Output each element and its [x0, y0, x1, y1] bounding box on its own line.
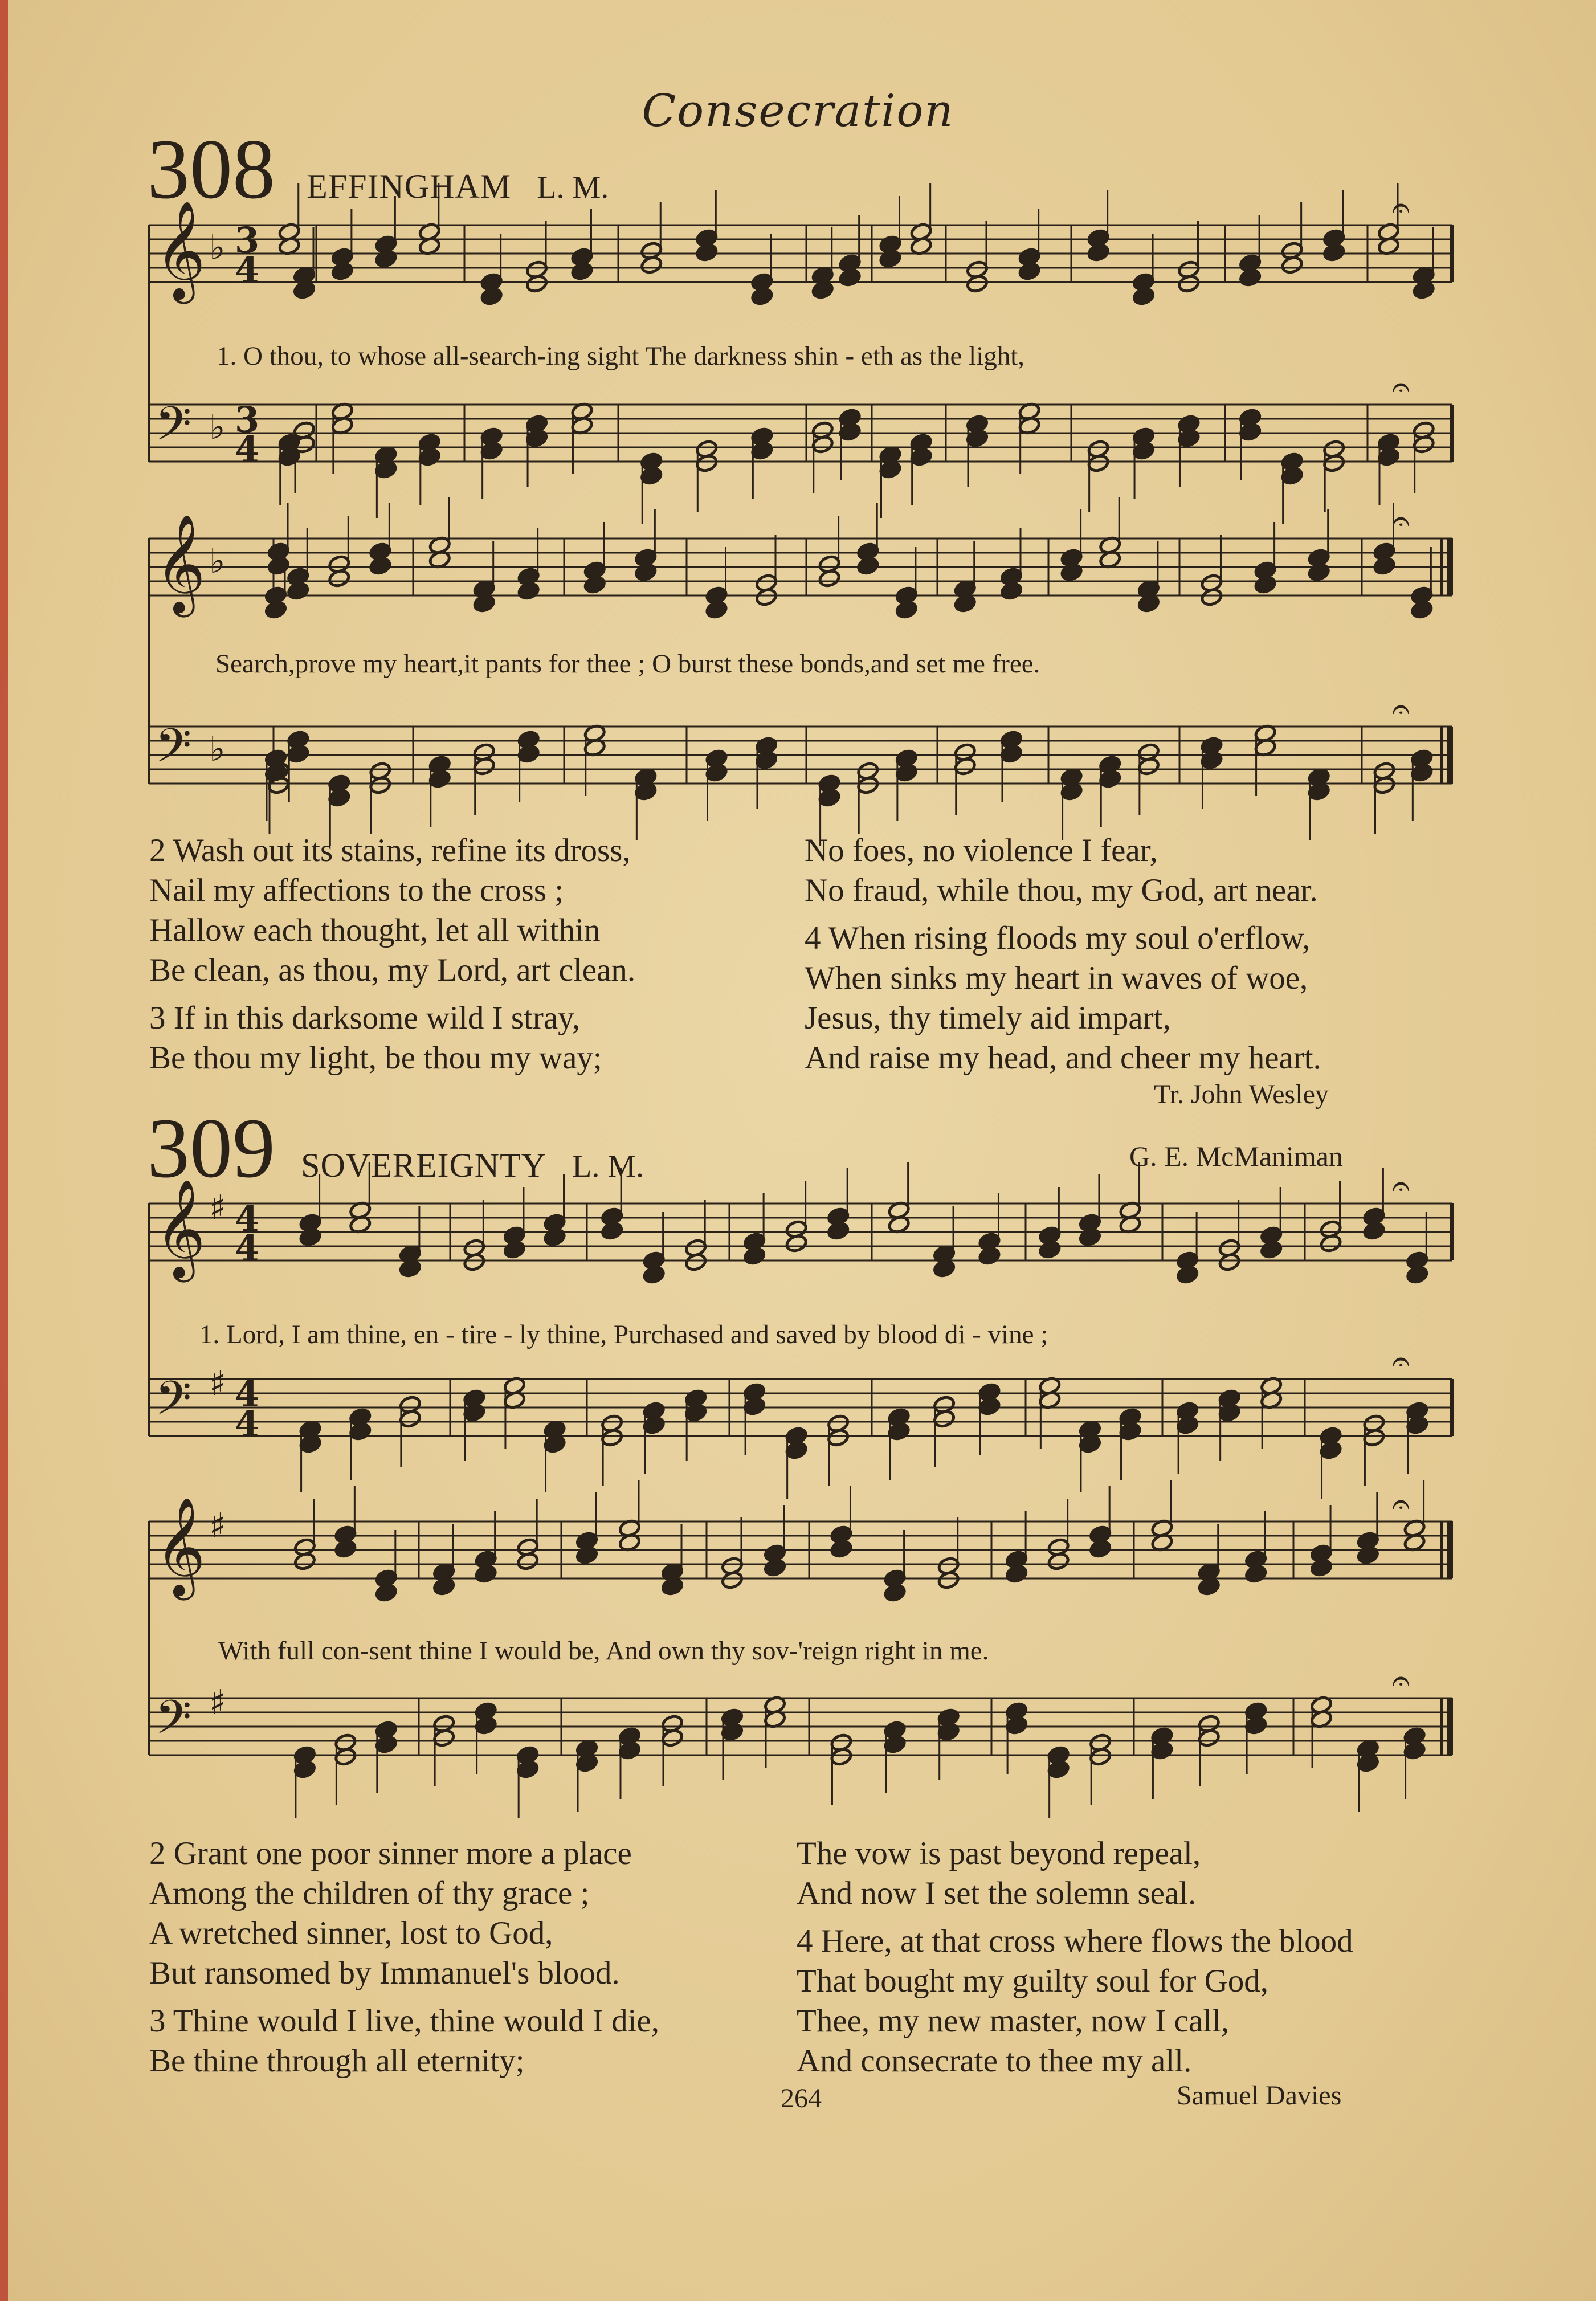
- note-head: [1308, 782, 1330, 801]
- note-head: [575, 1545, 598, 1565]
- note-head: [1099, 769, 1121, 789]
- note-head: [1200, 588, 1223, 607]
- note-head: [1089, 1747, 1112, 1766]
- meter: L. M.: [537, 170, 609, 205]
- note-head: [375, 1735, 398, 1754]
- verse-line: No fraud, while thou, my God, art near.: [805, 872, 1318, 908]
- note-head: [839, 422, 862, 442]
- note-head: [856, 776, 879, 795]
- note-head: [1373, 776, 1395, 795]
- note-head: [349, 1422, 372, 1441]
- note-head: [1137, 594, 1160, 613]
- note-head: [1200, 750, 1223, 770]
- note-head: [1308, 562, 1330, 582]
- note-head: [601, 1428, 623, 1447]
- note-head: [933, 1259, 956, 1278]
- note-head: [525, 274, 548, 293]
- hymn-309-composer: G. E. McManiman: [1129, 1140, 1343, 1172]
- fermata-icon: 𝄐: [1392, 1168, 1410, 1205]
- note-head: [1362, 1221, 1385, 1241]
- verse-line: 4 When rising floods my soul o'erflow,: [805, 920, 1311, 956]
- note-head: [299, 1434, 322, 1454]
- hymn-309-lyric-line-1: 1. Lord, I am thine, en - tire - ly thine, Purchased and saved by blood di - vine ;: [199, 1320, 1048, 1349]
- note-head: [755, 750, 778, 770]
- note-head: [1239, 268, 1262, 287]
- note-head: [1177, 429, 1200, 448]
- hymn-number: 308: [147, 122, 275, 217]
- time-signature-bottom: 4: [235, 1403, 260, 1445]
- verse-line: That bought my guilty soul for God,: [797, 1963, 1269, 1999]
- note-head: [785, 1234, 808, 1253]
- note-head: [1357, 1545, 1379, 1565]
- note-head: [1362, 1428, 1385, 1447]
- note-head: [432, 1728, 455, 1748]
- sharp-icon: ♯: [209, 1683, 226, 1723]
- note-head: [516, 1760, 539, 1779]
- note-head: [884, 1583, 907, 1602]
- note-head: [525, 429, 548, 448]
- note-head: [583, 575, 606, 594]
- verse-line: Thee, my new master, now I call,: [797, 2003, 1230, 2039]
- hymn-309-verses-left: [149, 1834, 659, 2081]
- note-head: [432, 1577, 455, 1596]
- hymn-308-verses-right: [805, 831, 1321, 1078]
- note-head: [1310, 1558, 1333, 1577]
- verse-line: Be clean, as thou, my Lord, art clean.: [149, 952, 636, 988]
- hymn-309-attribution: Samuel Davies: [1177, 2080, 1342, 2111]
- verse-line: No foes, no violence I fear,: [805, 833, 1158, 868]
- bass-clef-icon: 𝄢: [155, 1370, 192, 1437]
- note-head: [695, 243, 718, 262]
- note-head: [1000, 744, 1023, 764]
- verse-line: 2 Wash out its stains, refine its dross,: [149, 833, 631, 868]
- hymn-number: 309: [147, 1101, 275, 1196]
- treble-clef-icon: 𝄞: [155, 514, 206, 613]
- hymn-309-verses-right: [797, 1834, 1353, 2081]
- note-head: [1079, 1434, 1101, 1454]
- note-head: [293, 1760, 316, 1779]
- note-head: [399, 1409, 422, 1429]
- note-head: [463, 1253, 485, 1272]
- note-head: [475, 1564, 497, 1584]
- note-head: [1218, 1403, 1241, 1422]
- note-head: [640, 466, 663, 486]
- meter: L. M.: [572, 1149, 644, 1184]
- time-signature-top: 4: [235, 1373, 260, 1415]
- note-head: [743, 1246, 766, 1266]
- note-head: [267, 556, 290, 576]
- verse-line: 4 Here, at that cross where flows the blood: [797, 1923, 1353, 1959]
- note-head: [1005, 1564, 1028, 1584]
- note-head: [978, 1246, 1001, 1266]
- note-head: [721, 1722, 744, 1741]
- note-head: [895, 763, 918, 782]
- note-head: [374, 249, 397, 268]
- treble-clef-icon: 𝄞: [155, 1497, 206, 1596]
- note-head: [1137, 757, 1160, 776]
- treble-clef-icon: 𝄞: [155, 201, 206, 300]
- note-head: [480, 441, 503, 460]
- fermata-icon: 𝄐: [1392, 1486, 1410, 1523]
- note-head: [937, 1722, 960, 1741]
- note-head: [1357, 1753, 1379, 1773]
- note-head: [1000, 581, 1023, 601]
- note-head: [856, 556, 879, 576]
- note-head: [369, 556, 391, 576]
- tune-name: EFFINGHAM: [307, 168, 512, 205]
- note-head: [1403, 1741, 1426, 1760]
- note-head: [966, 429, 989, 448]
- verse-line: And raise my head, and cheer my heart.: [805, 1040, 1321, 1076]
- hymn-308-lyric-line-1: 1. O thou, to whose all-search-ing sight The darkness shin - eth as the light,: [217, 341, 1025, 371]
- verse-line: Be thine through all eternity;: [149, 2043, 525, 2079]
- hymn-308-attribution: Tr. John Wesley: [1154, 1079, 1329, 1109]
- note-head: [328, 569, 350, 588]
- fermata-icon: 𝄐: [1392, 189, 1410, 226]
- note-head: [374, 460, 397, 479]
- note-head: [299, 1227, 322, 1247]
- note-head: [884, 1735, 907, 1754]
- note-head: [1413, 435, 1435, 454]
- note-head: [705, 763, 728, 782]
- note-head: [1198, 1577, 1221, 1596]
- note-head: [827, 1221, 850, 1241]
- bass-clef-icon: 𝄢: [155, 396, 192, 463]
- page-number: 264: [781, 2083, 822, 2114]
- note-head: [1198, 1728, 1221, 1748]
- note-head: [643, 1415, 666, 1435]
- note-head: [1177, 274, 1200, 293]
- note-head: [1087, 454, 1110, 473]
- note-head: [503, 1240, 526, 1259]
- note-head: [1005, 1716, 1028, 1735]
- sharp-icon: ♯: [209, 1188, 226, 1228]
- note-head: [1322, 243, 1345, 262]
- note-head: [895, 600, 918, 619]
- hymn-308-lyric-line-2: Search,prove my heart,it pants for thee ; O burst these bonds,and set me free.: [215, 649, 1040, 679]
- note-head: [517, 744, 540, 764]
- verse-line: When sinks my heart in waves of woe,: [805, 960, 1308, 996]
- note-head: [1244, 1716, 1267, 1735]
- note-head: [1060, 562, 1083, 582]
- note-head: [910, 447, 933, 467]
- note-head: [750, 287, 773, 306]
- note-head: [811, 435, 834, 454]
- note-head: [684, 1253, 707, 1272]
- note-head: [1060, 782, 1083, 801]
- note-head: [978, 1397, 1001, 1416]
- note-head: [618, 1741, 641, 1760]
- note-head: [661, 1728, 684, 1748]
- verse-line: But ransomed by Immanuel's blood.: [149, 1955, 620, 1991]
- note-head: [1244, 1564, 1267, 1584]
- note-head: [475, 1716, 497, 1735]
- note-head: [721, 1570, 744, 1590]
- note-head: [1406, 1415, 1428, 1435]
- verse-line: The vow is past beyond repeal,: [797, 1835, 1201, 1871]
- note-head: [1132, 441, 1155, 460]
- note-head: [933, 1409, 956, 1429]
- note-head: [755, 588, 778, 607]
- note-head: [1087, 243, 1110, 262]
- note-head: [517, 581, 540, 601]
- verse-line: 3 Thine would I live, thine would I die,: [149, 2003, 659, 2039]
- note-head: [331, 262, 354, 281]
- note-head: [1281, 255, 1304, 275]
- note-head: [1047, 1552, 1070, 1571]
- note-head: [818, 788, 841, 807]
- note-head: [643, 1265, 666, 1284]
- note-head: [463, 1403, 485, 1422]
- note-head: [818, 569, 841, 588]
- note-head: [640, 255, 663, 275]
- note-head: [705, 600, 728, 619]
- verse-line: Nail my affections to the cross ;: [149, 872, 564, 908]
- time-signature-bottom: 4: [235, 429, 260, 470]
- note-head: [830, 1747, 852, 1766]
- note-head: [1176, 1415, 1199, 1435]
- note-head: [1079, 1227, 1101, 1247]
- note-head: [328, 788, 350, 807]
- note-head: [888, 1422, 911, 1441]
- time-signature-bottom: 4: [235, 1227, 260, 1269]
- time-signature-top: 4: [235, 1198, 260, 1239]
- note-head: [428, 769, 451, 789]
- note-head: [543, 1434, 566, 1454]
- sharp-icon: ♯: [209, 1364, 226, 1404]
- note-head: [1260, 1240, 1283, 1259]
- tune-name: SOVEREIGNTY: [301, 1147, 547, 1184]
- hymn-308-verses-left: [149, 831, 635, 1078]
- verse-line: Hallow each thought, let all within: [149, 912, 601, 948]
- verse-line: And now I set the solemn seal.: [797, 1875, 1197, 1911]
- note-head: [1281, 466, 1304, 486]
- final-barline: [1447, 1698, 1453, 1755]
- note-head: [1319, 1441, 1342, 1460]
- verse-line: Jesus, thy timely aid impart,: [805, 1000, 1171, 1036]
- note-head: [1319, 1234, 1342, 1253]
- note-head: [879, 249, 901, 268]
- note-head: [750, 441, 773, 460]
- note-head: [473, 594, 496, 613]
- note-head: [743, 1397, 766, 1416]
- note-head: [1413, 280, 1435, 300]
- note-head: [375, 1583, 398, 1602]
- note-head: [287, 581, 309, 601]
- note-head: [785, 1441, 808, 1460]
- note-head: [570, 262, 593, 281]
- time-signature-bottom: 4: [235, 249, 260, 291]
- time-signature-top: 3: [235, 219, 260, 261]
- note-head: [954, 757, 977, 776]
- note-head: [966, 274, 989, 293]
- note-head: [827, 1428, 850, 1447]
- final-barline: [1447, 1521, 1453, 1578]
- note-head: [879, 460, 901, 479]
- final-barline: [1447, 727, 1453, 784]
- note-head: [601, 1221, 623, 1241]
- note-head: [543, 1227, 566, 1247]
- note-head: [839, 268, 862, 287]
- flat-icon: ♭: [209, 729, 226, 769]
- bass-clef-icon: 𝄢: [155, 718, 192, 785]
- note-head: [418, 447, 441, 467]
- note-head: [287, 744, 309, 764]
- note-head: [937, 1570, 960, 1590]
- section-title: Consecration: [642, 85, 954, 137]
- verse-line: 2 Grant one poor sinner more a place: [149, 1835, 632, 1871]
- note-head: [334, 1747, 357, 1766]
- treble-clef-icon: 𝄞: [155, 1179, 206, 1278]
- fermata-icon: 𝄐: [1392, 1343, 1410, 1380]
- note-head: [334, 1539, 357, 1559]
- note-head: [1150, 1741, 1173, 1760]
- note-head: [954, 594, 977, 613]
- note-head: [830, 1539, 852, 1559]
- note-head: [575, 1753, 598, 1773]
- fermata-icon: 𝄐: [1392, 369, 1410, 406]
- note-head: [264, 600, 287, 619]
- note-head: [811, 280, 834, 300]
- note-head: [1119, 1422, 1141, 1441]
- note-head: [369, 776, 391, 795]
- verse-line: Be thou my light, be thou my way;: [149, 1040, 602, 1076]
- note-head: [399, 1259, 422, 1278]
- note-head: [1406, 1265, 1428, 1284]
- note-head: [1218, 1253, 1241, 1272]
- time-signature-top: 3: [235, 399, 260, 440]
- fermata-icon: 𝄐: [1392, 1662, 1410, 1699]
- note-head: [516, 1552, 539, 1571]
- note-head: [1410, 763, 1433, 782]
- note-head: [1239, 422, 1262, 442]
- note-head: [1018, 262, 1041, 281]
- note-head: [1132, 287, 1155, 306]
- hymn-309-lyric-line-2: With full con-sent thine I would be, And own thy sov-'reign right in me.: [218, 1636, 989, 1666]
- note-head: [1373, 556, 1395, 576]
- note-head: [293, 280, 316, 300]
- note-head: [1322, 454, 1345, 473]
- note-head: [695, 454, 718, 473]
- bass-clef-icon: 𝄢: [155, 1690, 192, 1756]
- note-head: [661, 1577, 684, 1596]
- flat-icon: ♭: [209, 407, 226, 447]
- note-head: [1176, 1265, 1199, 1284]
- final-barline: [1447, 538, 1453, 595]
- note-head: [480, 287, 503, 306]
- sharp-icon: ♯: [209, 1506, 226, 1546]
- hymn-309-heading: [147, 1101, 644, 1196]
- note-head: [293, 1552, 316, 1571]
- note-head: [1377, 447, 1400, 467]
- fermata-icon: 𝄐: [1392, 691, 1410, 728]
- verse-line: Among the children of thy grace ;: [149, 1875, 590, 1911]
- note-head: [1089, 1539, 1112, 1559]
- fermata-icon: 𝄐: [1392, 503, 1410, 540]
- verse-line: 3 If in this darksome wild I stray,: [149, 1000, 581, 1036]
- note-head: [473, 757, 496, 776]
- flat-icon: ♭: [209, 541, 226, 581]
- note-head: [634, 782, 657, 801]
- note-head: [634, 562, 657, 582]
- note-head: [1254, 575, 1277, 594]
- flat-icon: ♭: [209, 228, 226, 268]
- verse-line: A wretched sinner, lost to God,: [149, 1915, 553, 1951]
- note-head: [684, 1403, 707, 1422]
- note-head: [1047, 1760, 1070, 1779]
- note-head: [1410, 600, 1433, 619]
- note-head: [1038, 1240, 1061, 1259]
- verse-line: And consecrate to thee my all.: [797, 2043, 1192, 2079]
- note-head: [764, 1558, 786, 1577]
